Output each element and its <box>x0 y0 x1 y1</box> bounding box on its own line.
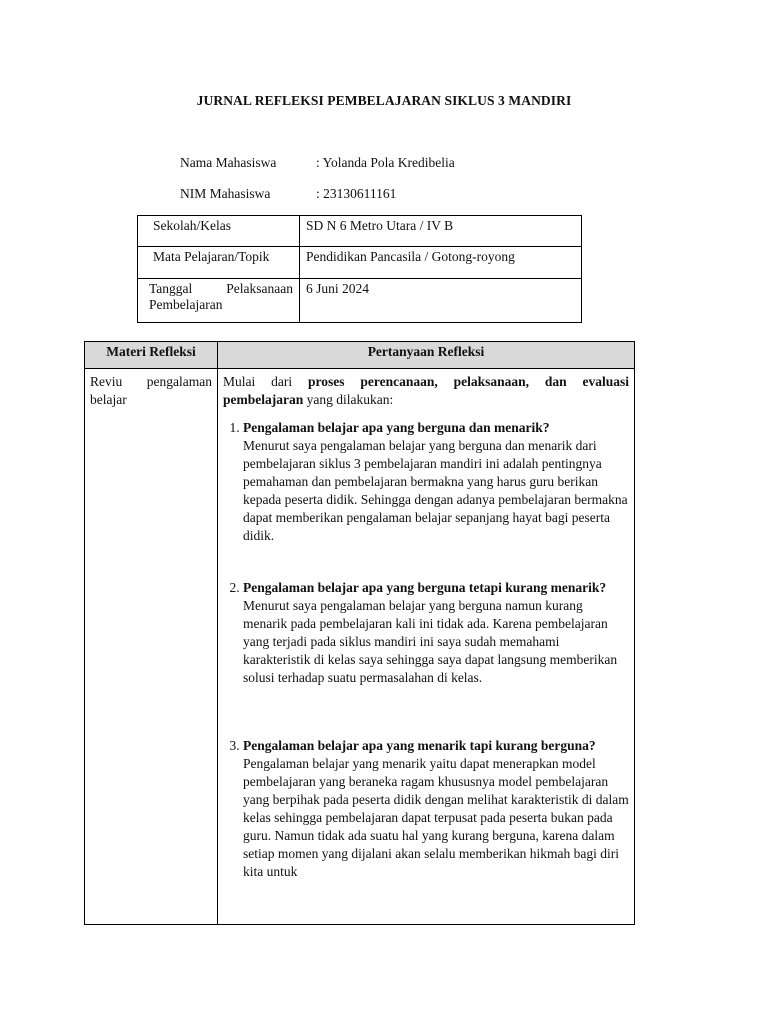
reflection-item-2 <box>243 579 629 737</box>
answer-2: Menurut saya pengalaman belajar yang berguna namun kurang menarik pada pembelajaran kali ini tidak ada. Karena pembelajaran yang terjadi pada siklus mandiri ini saya sudah memahami karakteristik di kelas saya sehingga saya dapat langsung memberikan solusi terhadap suatu permasalahan di kelas. <box>243 598 618 685</box>
reflection-item-3 <box>243 737 629 881</box>
student-nim-row <box>180 186 396 202</box>
info-value-date: 6 Juni 2024 <box>300 279 582 323</box>
reflection-header-row <box>85 342 635 369</box>
reflection-table <box>84 341 635 925</box>
answer-3: Pengalaman belajar yang menarik yaitu dapat menerapkan model pembelajaran yang beraneka ragam khususnya model pembelajaran yang berpihak pada peserta didik dengan melihat karakteristik di dalam kelas sehingga pembelajaran dapat terpusat pada peserta bukan pada guru. Namun tidak ada suatu hal yang kurang berguna, karena dalam setiap momen yang dijalani akan selalu memberikan hikmah bagi diri kita untuk <box>243 756 629 879</box>
reflection-row-label <box>85 369 218 925</box>
info-row-school <box>138 216 582 247</box>
student-nim-label: NIM Mahasiswa <box>180 186 271 201</box>
info-label-subject: Mata Pelajaran/Topik <box>138 247 300 279</box>
student-name-value: : Yolanda Pola Kredibelia <box>316 155 455 170</box>
reflection-row-content <box>218 369 635 925</box>
spacer-2 <box>243 687 629 737</box>
student-name-label: Nama Mahasiswa <box>180 155 277 170</box>
info-value-subject: Pendidikan Pancasila / Gotong-royong <box>300 247 582 279</box>
info-row-subject <box>138 247 582 279</box>
reflection-row <box>85 369 635 925</box>
student-nim-value: : 23130611161 <box>316 186 397 201</box>
student-name-row <box>180 155 455 171</box>
document-title: JURNAL REFLEKSI PEMBELAJARAN SIKLUS 3 MANDIRI <box>196 93 572 108</box>
reflection-item-1 <box>243 419 629 579</box>
intro-prefix: Mulai dari <box>223 374 308 389</box>
info-label-date-word1: Tanggal <box>149 281 193 296</box>
header-pertanyaan-refleksi: Pertanyaan Refleksi <box>218 342 635 369</box>
info-table <box>137 215 582 323</box>
reflection-content-clip <box>223 373 629 920</box>
intro-suffix: yang dilakukan: <box>303 392 394 407</box>
question-3: 3. Pengalaman belajar apa yang menarik tapi kurang berguna? <box>243 738 596 753</box>
row-label-text: Reviu pengalaman belajar <box>90 374 212 407</box>
info-row-date <box>138 279 582 323</box>
intro-bold: proses perencanaan, pelaksanaan, dan evaluasi pembelajaran <box>223 374 629 407</box>
info-label-school: Sekolah/Kelas <box>138 216 300 247</box>
header-materi-refleksi: Materi Refleksi <box>85 342 218 369</box>
info-value-school: SD N 6 Metro Utara / IV B <box>300 216 582 247</box>
info-label-date-word2: Pelaksanaan <box>226 281 293 296</box>
reflection-question-list <box>223 419 629 881</box>
reflection-intro <box>223 373 629 409</box>
question-1: 1. Pengalaman belajar apa yang berguna dan menarik? <box>243 420 550 435</box>
spacer-1 <box>243 545 629 579</box>
info-label-date <box>138 279 300 323</box>
info-label-date-line2: Pembelajaran <box>149 297 223 312</box>
row-label-line1 <box>90 373 212 409</box>
question-2: 2. Pengalaman belajar apa yang berguna tetapi kurang menarik? <box>243 580 607 595</box>
answer-1: Menurut saya pengalaman belajar yang berguna dan menarik dari pembelajaran siklus 3 pembelajaran mandiri ini adalah pentingnya pemahaman dan pembelajaran bermakna yang harus guru berikan kepada peserta didik. Sehingga dengan adanya pembelajaran bermakna dapat memberikan pengalaman belajar sepanjang hayat bagi peserta didik. <box>243 438 628 543</box>
info-label-date-line1 <box>149 281 293 297</box>
